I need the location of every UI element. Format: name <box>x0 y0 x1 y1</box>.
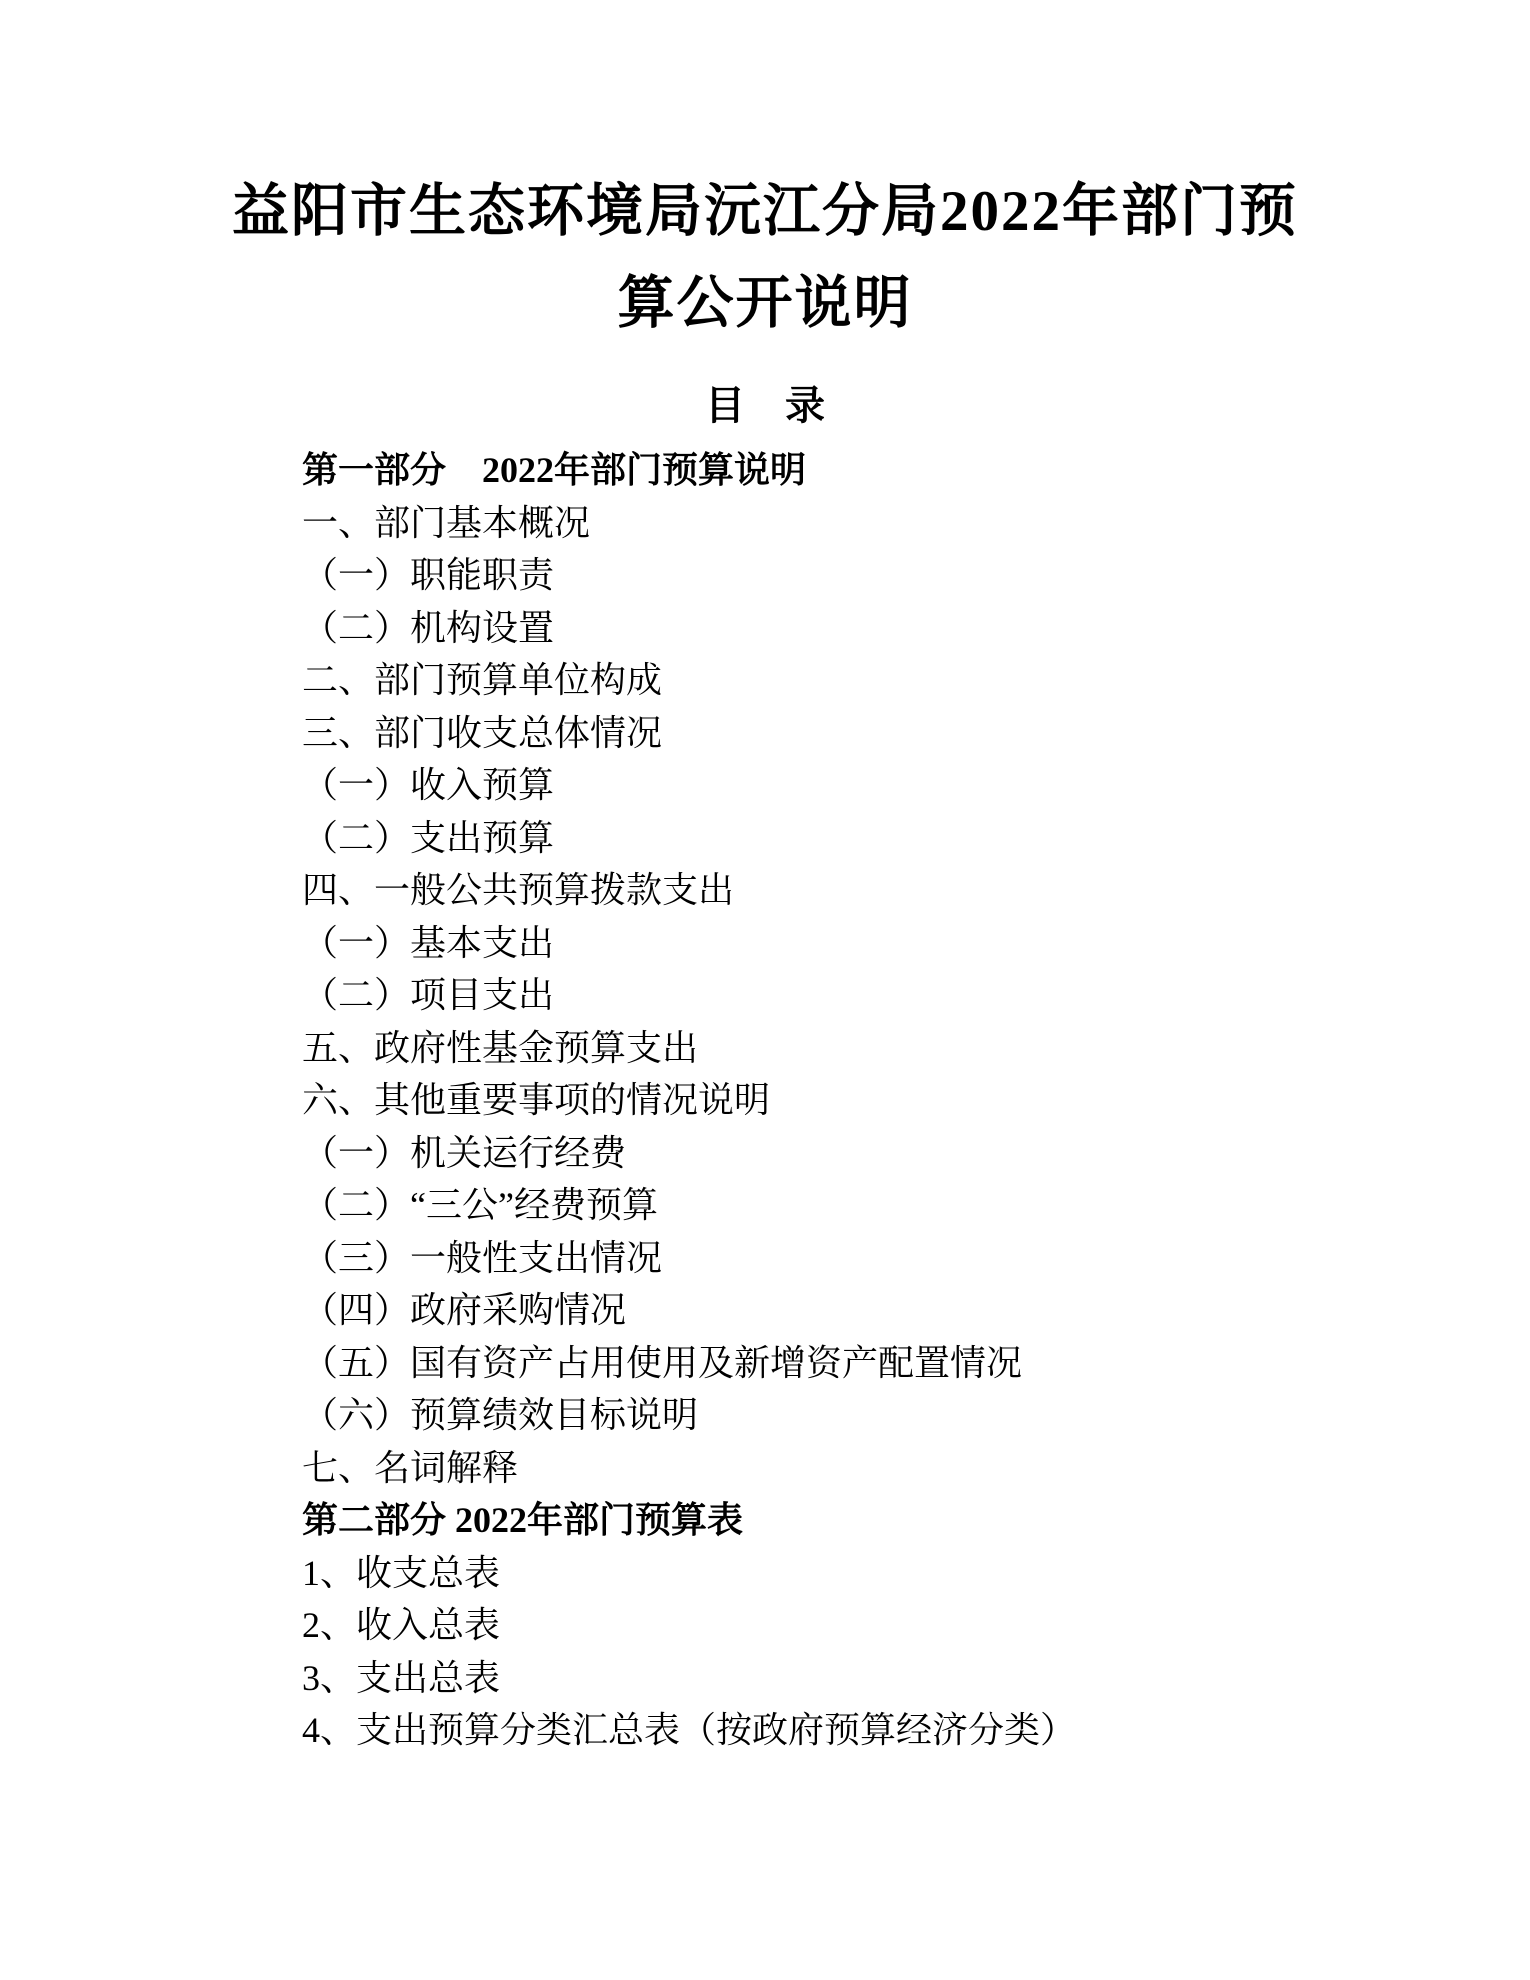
toc-item: （三）一般性支出情况 <box>302 1237 663 1278</box>
toc-item: （一）基本支出 <box>302 922 555 963</box>
toc-item: （二）支出预算 <box>302 817 555 858</box>
toc-item: 七、名词解释 <box>302 1447 519 1488</box>
toc-item: （四）政府采购情况 <box>302 1290 627 1330</box>
toc-item: （一）收入预算 <box>302 765 555 805</box>
toc-item: （二）项目支出 <box>302 975 555 1015</box>
toc-item: 一、部门基本概况 <box>302 502 591 543</box>
toc-list <box>302 444 1470 1757</box>
toc-item: （五）国有资产占用使用及新增资产配置情况 <box>302 1342 1023 1383</box>
toc-item: 2、收入总表 <box>302 1605 501 1645</box>
toc-item: 二、部门预算单位构成 <box>302 660 663 700</box>
document-title <box>0 166 1530 350</box>
document-title-line1: 益阳市生态环境局沅江分局2022年部门预 <box>232 180 1298 243</box>
toc-item: （二）机构设置 <box>302 607 555 648</box>
toc-item-part2-header: 第二部分 2022年部门预算表 <box>302 1500 744 1540</box>
toc-item-part1-header: 第一部分 2022年部门预算说明 <box>302 450 807 490</box>
toc-heading: 目 录 <box>705 383 825 428</box>
toc-item: 3、支出总表 <box>302 1657 501 1698</box>
toc-item: （一）机关运行经费 <box>302 1132 627 1173</box>
toc-item: 六、其他重要事项的情况说明 <box>302 1080 771 1120</box>
toc-item: （六）预算绩效目标说明 <box>302 1395 699 1435</box>
toc-item: （二）“三公”经费预算 <box>302 1185 658 1225</box>
toc-item: 4、支出预算分类汇总表（按政府预算经济分类） <box>302 1710 1077 1750</box>
document-title-line2: 算公开说明 <box>617 272 913 335</box>
toc-item: 五、政府性基金预算支出 <box>302 1027 699 1068</box>
toc-item: （一）职能职责 <box>302 555 555 595</box>
toc-item: 四、一般公共预算拨款支出 <box>302 870 735 910</box>
toc-item: 三、部门收支总体情况 <box>302 712 663 753</box>
toc-item: 1、收支总表 <box>302 1552 501 1593</box>
